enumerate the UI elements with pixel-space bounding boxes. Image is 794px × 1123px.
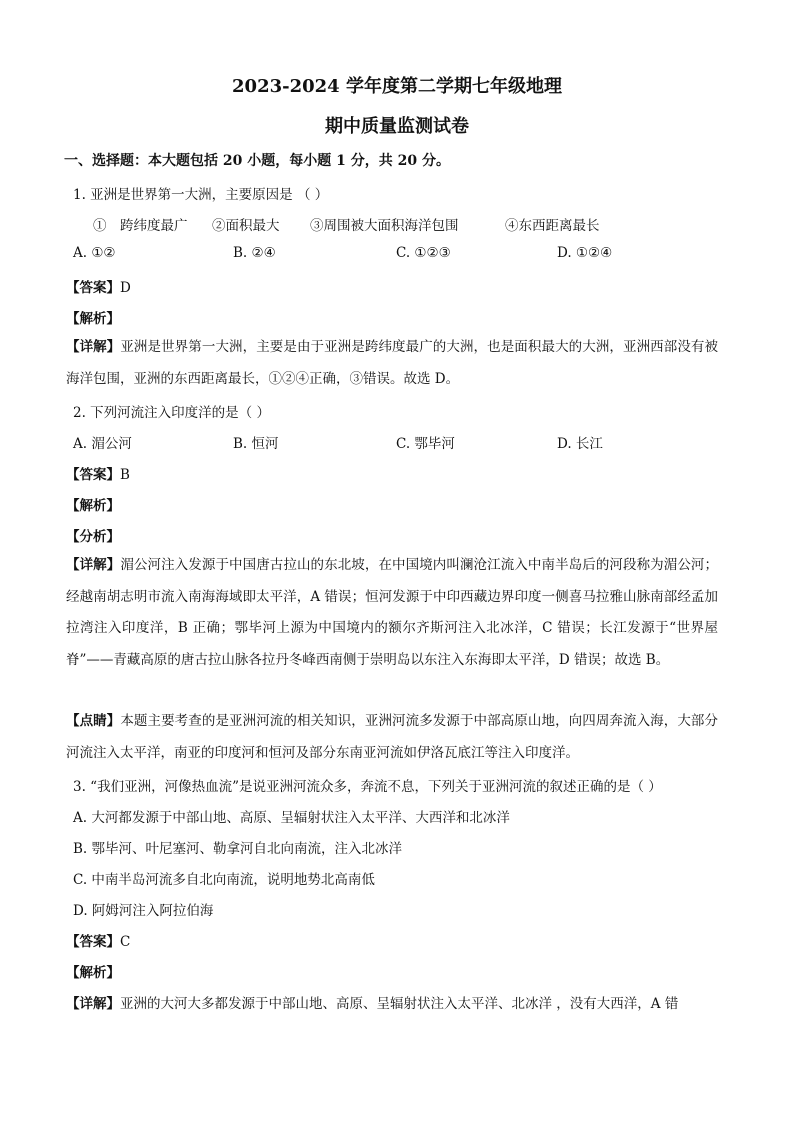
question-2-stem: 2. 下列河流注入印度洋的是（ ）	[73, 405, 270, 421]
q1-item-1: ① 跨纬度最广	[93, 218, 188, 234]
section-heading: 一、选择题：本大题包括 20 小题，每小题 1 分，共 20 分。	[64, 153, 450, 169]
q2-dianjing: 【点睛】本题主要考查的是亚洲河流的相关知识，亚洲河流多发源于中部高原山地，向四周奔流入海，大部分河流注入太平洋，南亚的印度河和恒河及部分东南亚河流如伊洛瓦底江等注入印度洋。	[66, 713, 719, 761]
q3-answer: 【答案】C	[66, 934, 131, 950]
q2-option-b: B. 恒河	[233, 436, 279, 452]
q1-detail: 【详解】亚洲是世界第一大洲，主要是由于亚洲是跨纬度最广的大洲，也是面积最大的大洲，亚洲西部没有被海洋包围，亚洲的东西距离最长，①②④正确，③错误。故选 D。	[66, 339, 719, 387]
q3-detail: 【详解】亚洲的大河大多都发源于中部山地、高原、呈辐射状注入太平洋、北冰洋 ，没有大西洋，A 错	[66, 996, 679, 1012]
q2-answer: 【答案】B	[66, 467, 130, 483]
q1-option-c: C. ①②③	[396, 245, 451, 261]
q3-jiexi: 【解析】	[66, 965, 120, 981]
q1-item-2: ②面积最大	[212, 218, 280, 234]
q3-option-b: B. 鄂毕河、叶尼塞河、勒拿河自北向南流，注入北冰洋	[73, 841, 403, 857]
q2-detail: 【详解】湄公河注入发源于中国唐古拉山的东北坡，在中国境内叫澜沧江流入中南半岛后的河段称为湄公河；经越南胡志明市流入南海海域即太平洋，A 错误；恒河发源于中印西藏边界印度一侧喜马拉雅山脉南部经孟加拉湾注入印度洋，B 正确；鄂毕河上源为中国境内的额尔齐斯河注入北冰洋，C 错误；长江发源于“世界屋脊”——青藏高原的唐古拉山脉各拉丹冬峰西南侧于崇明岛以东注入东海即太平洋，D 错误；故选 B。	[66, 557, 719, 668]
q1-option-b: B. ②④	[233, 245, 276, 261]
q2-option-d: D. 长江	[557, 436, 603, 452]
q1-jiexi: 【解析】	[66, 311, 120, 327]
page-subtitle: 期中质量监测试卷	[325, 116, 469, 137]
q1-option-a: A. ①②	[73, 245, 116, 261]
q1-item-4: ④东西距离最长	[505, 218, 600, 234]
q3-option-c: C. 中南半岛河流多自北向南流，说明地势北高南低	[73, 872, 375, 888]
q1-option-d: D. ①②④	[557, 245, 613, 261]
q1-item-3: ③周围被大面积海洋包围	[310, 218, 459, 234]
q2-jiexi: 【解析】	[66, 498, 120, 514]
q2-fenxi: 【分析】	[66, 529, 120, 545]
q2-option-a: A. 湄公河	[73, 436, 132, 452]
q1-answer: 【答案】D	[66, 280, 131, 296]
page-title: 2023-2024 学年度第二学期七年级地理	[232, 76, 562, 97]
q3-option-a: A. 大河都发源于中部山地、高原、呈辐射状注入太平洋、大西洋和北冰洋	[73, 810, 510, 826]
question-3-stem: 3. “我们亚洲，河像热血流”是说亚洲河流众多，奔流不息，下列关于亚洲河流的叙述正确的是（ ）	[73, 779, 662, 795]
q2-option-c: C. 鄂毕河	[396, 436, 455, 452]
q3-option-d: D. 阿姆河注入阿拉伯海	[73, 903, 214, 919]
question-1-stem: 1. 亚洲是世界第一大洲，主要原因是 （ ）	[73, 187, 329, 203]
